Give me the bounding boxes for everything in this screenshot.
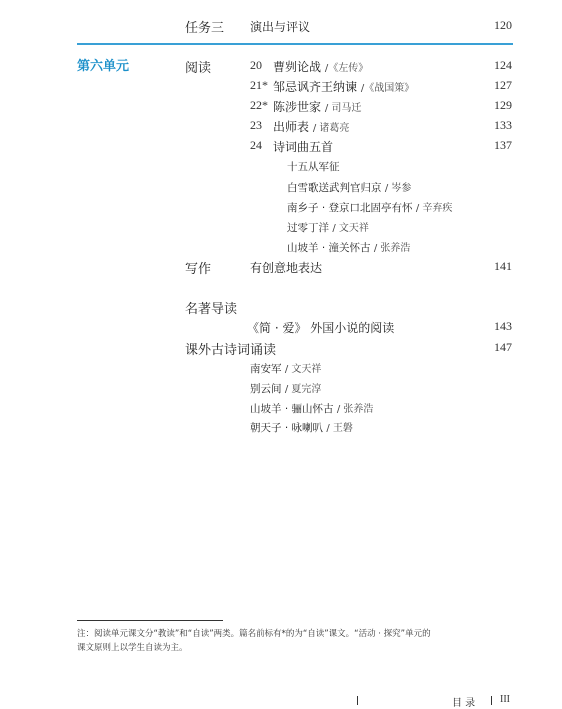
poem-item[interactable] [287, 239, 410, 255]
page-number: 133 [494, 118, 512, 132]
category-extra-poems: 课外古诗词诵读 [185, 343, 277, 358]
unit-label: 第六单元 [77, 59, 130, 74]
footnote-line: 课文原则上以学生自读为主。 [77, 643, 188, 653]
poem-item[interactable] [287, 219, 369, 235]
poem-author: / 王磐 [326, 423, 353, 434]
lesson-title[interactable]: 诗词曲五首 [273, 140, 334, 154]
category-writing: 写作 [185, 262, 212, 277]
lesson-title[interactable]: 邹忌讽齐王纳谏 [273, 80, 358, 94]
lesson-number: 20 [250, 58, 262, 72]
classics-entry[interactable]: 《简 · 爱》 外国小说的阅读 [247, 321, 395, 335]
poem-item[interactable] [287, 199, 452, 215]
poem-item[interactable] [287, 159, 340, 174]
page-number: 141 [494, 259, 512, 273]
extra-poem-item[interactable] [250, 419, 353, 435]
footnote-line: 注：阅读单元课文分“教读”和“自读”两类。篇名前标有*的为“自读”课文。“活动 · 探究”单元的 [77, 629, 431, 639]
poem-item[interactable] [287, 179, 411, 195]
footnote-rule [77, 620, 223, 621]
page-number: 124 [494, 58, 512, 72]
poem-title: 朝天子 · 咏喇叭 [250, 422, 324, 434]
lesson-author: / 诸葛亮 [312, 123, 350, 134]
writing-title[interactable]: 有创意地表达 [250, 261, 323, 275]
page-number: 120 [494, 18, 512, 32]
poem-title: 别云间 [250, 383, 282, 395]
extra-poem-item[interactable] [250, 380, 321, 396]
task-label: 任务三 [185, 21, 225, 36]
section-divider [77, 43, 513, 45]
poem-author: / 文天祥 [332, 223, 369, 234]
poem-author: / 夏完淳 [284, 384, 322, 395]
lesson-author: / 司马迁 [324, 103, 362, 114]
poem-author: / 辛弃疾 [415, 203, 453, 214]
lesson-title[interactable]: 出师表 [273, 120, 310, 134]
poem-title: 南安军 [250, 363, 282, 375]
poem-author: / 文天祥 [284, 364, 322, 375]
extra-poem-item[interactable] [250, 360, 321, 376]
footer-tick [357, 696, 358, 705]
footer-separator [491, 696, 492, 705]
page-number: 137 [494, 138, 512, 152]
poem-title: 白雪歌送武判官归京 [287, 182, 382, 194]
poem-title: 山坡羊 · 潼关怀古 [287, 242, 371, 254]
extra-poem-item[interactable] [250, 400, 373, 416]
lesson-author: /《战国策》 [360, 83, 415, 94]
page-number: 147 [494, 340, 512, 354]
lesson-number: 24 [250, 138, 262, 152]
poem-author: / 张养浩 [336, 404, 374, 415]
poem-title: 山坡羊 · 骊山怀古 [250, 403, 334, 415]
footer-page-number: III [500, 694, 510, 705]
poem-author: / 岑参 [384, 183, 412, 194]
page-number: 127 [494, 78, 512, 92]
poem-title: 十五从军征 [287, 161, 340, 173]
poem-title: 南乡子 · 登京口北固亭有怀 [287, 202, 413, 214]
poem-author: / 张养浩 [373, 243, 411, 254]
poem-title: 过零丁洋 [287, 222, 329, 234]
lesson-title[interactable]: 曹刿论战 [273, 60, 322, 74]
page-number: 143 [494, 319, 512, 333]
footer-section: 目 录 [452, 698, 476, 709]
page-number: 129 [494, 98, 512, 112]
lesson-title[interactable]: 陈涉世家 [273, 100, 322, 114]
category-classics: 名著导读 [185, 302, 238, 317]
category-reading: 阅读 [185, 61, 212, 76]
lesson-number: 23 [250, 118, 262, 132]
lesson-number: 21* [250, 78, 268, 92]
lesson-author: /《左传》 [324, 63, 369, 74]
lesson-number: 22* [250, 98, 268, 112]
task-title[interactable]: 演出与评议 [250, 20, 311, 34]
